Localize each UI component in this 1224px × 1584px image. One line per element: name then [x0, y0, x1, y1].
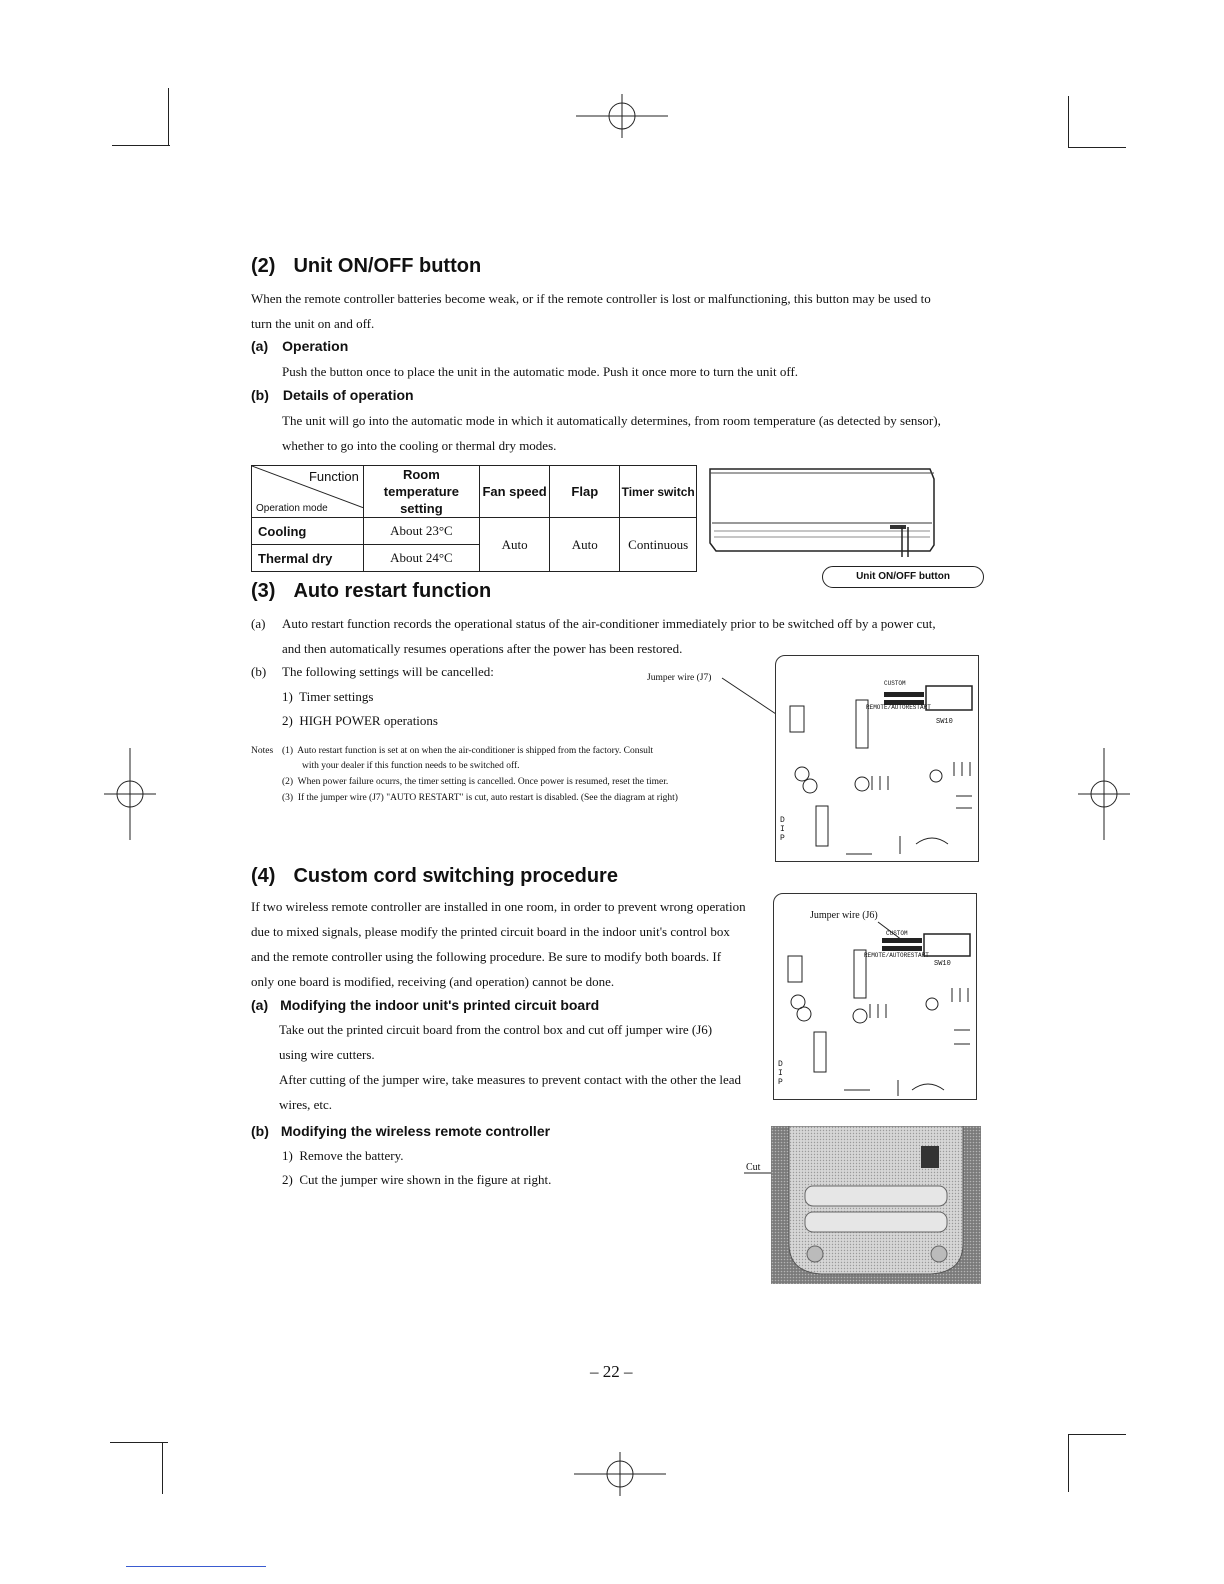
table-fan-value: Auto — [479, 518, 549, 572]
table-header-fan: Fan speed — [479, 466, 549, 518]
crop-mark-top-left — [112, 145, 170, 146]
section-4b-heading: (b) Modifying the wireless remote controller — [251, 1123, 551, 1139]
section-2a-heading: (a) Operation — [251, 338, 349, 354]
crop-mark-bottom-right — [1068, 1434, 1126, 1435]
section-2-intro: When the remote controller batteries become weak, or if the remote controller is lost or malfunctioning, this button may be used to turn the unit on and off. — [251, 291, 931, 331]
table-row-temp: About 23°C — [363, 518, 479, 545]
page-number: – 22 – — [590, 1362, 633, 1381]
notes-label: Notes — [251, 746, 274, 756]
crop-mark-top-right — [1068, 147, 1126, 148]
section-2b-heading: (b) Details of operation — [251, 387, 414, 403]
table-row-mode: Thermal dry — [252, 545, 364, 572]
cut-label: Cut — [746, 1162, 761, 1173]
section-3-heading: (3) Auto restart function — [251, 580, 492, 602]
crop-mark-top-left — [168, 88, 169, 146]
section-4b-item: 1) Remove the battery. — [282, 1148, 404, 1163]
section-3a-text: Auto restart function records the operational status of the air-conditioner immediately prior to be switched off by a power cut, and then automatically resumes operations after the power has been restored. — [282, 616, 936, 656]
note-item: (2) When power failure ocurrs, the timer setting is cancelled. Once power is resumed, reset the timer. — [282, 777, 669, 787]
crop-mark-top-right — [1068, 96, 1069, 148]
table-corner-cell: Function Operation mode — [252, 466, 364, 518]
section-3b-text: The following settings will be cancelled: — [282, 664, 494, 679]
registration-mark-top — [576, 90, 668, 142]
registration-mark-left — [104, 748, 156, 840]
jumper-j7-leader-line — [720, 676, 780, 716]
pcb-diagram-j6: Jumper wire (J6) CUSTOM REMOTE/AUTORESTART SW10 DIP — [773, 893, 977, 1100]
pcb-diagram-j7: CUSTOM REMOTE/AUTORESTART SW10 DIP — [775, 655, 979, 862]
section-4-heading: (4) Custom cord switching procedure — [251, 865, 618, 887]
section-2b-text: The unit will go into the automatic mode in which it automatically determines, from room temperature (as detected by sensor), whether to go into the cooling or thermal dry modes. — [282, 413, 941, 453]
crop-mark-bottom-left — [162, 1442, 163, 1494]
table-row-temp: About 24°C — [363, 545, 479, 572]
crop-mark-bottom-right — [1068, 1434, 1069, 1492]
note-item: (1) Auto restart function is set at on when the air-conditioner is shipped from the factory. Consult — [282, 746, 654, 756]
unit-onoff-button-callout: Unit ON/OFF button — [822, 566, 984, 588]
section-3a-label: (a) — [251, 616, 266, 631]
registration-mark-right — [1078, 748, 1130, 840]
registration-mark-bottom — [574, 1448, 666, 1500]
table-header-temp: Room temperature setting — [363, 466, 479, 518]
indoor-unit-illustration — [706, 465, 938, 557]
section-3b-item: 1) Timer settings — [282, 689, 374, 704]
remote-controller-battery-photo — [771, 1126, 981, 1284]
operation-mode-table — [251, 465, 697, 572]
jumper-j7-label: Jumper wire (J7) — [647, 673, 712, 683]
section-3b-label: (b) — [251, 664, 267, 679]
crop-mark-bottom-left — [110, 1442, 168, 1443]
note-item: with your dealer if this function needs to be switched off. — [302, 761, 520, 771]
section-4-intro: If two wireless remote controller are installed in one room, in order to prevent wrong operation due to mixed signals, please modify the printed circuit board in the indoor unit's control box and the remote controller using the following procedure. Be sure to modify both boards. If only one board is modified, receiving (and operation) cannot be done. — [251, 899, 746, 989]
note-item: (3) If the jumper wire (J7) "AUTO RESTART" is cut, auto restart is disabled. (See the diagram at right) — [282, 793, 678, 803]
table-header-timer: Timer switch — [620, 466, 697, 518]
section-3b-item: 2) HIGH POWER operations — [282, 713, 438, 728]
section-2a-text: Push the button once to place the unit in the automatic mode. Push it once more to turn the unit off. — [282, 364, 799, 379]
section-4b-item: 2) Cut the jumper wire shown in the figure at right. — [282, 1172, 552, 1187]
section-2-heading: (2) Unit ON/OFF button — [251, 255, 482, 277]
table-flap-value: Auto — [550, 518, 620, 572]
table-timer-value: Continuous — [620, 518, 697, 572]
section-4a-text: Take out the printed circuit board from the control box and cut off jumper wire (J6) using wire cutters. After cutting of the jumper wire, take measures to prevent contact with the other the lead wires, etc. — [279, 1022, 742, 1112]
table-header-flap: Flap — [550, 466, 620, 518]
section-4a-heading: (a) Modifying the indoor unit's printed circuit board — [251, 997, 600, 1013]
table-row-mode: Cooling — [252, 518, 364, 545]
bottom-rule — [126, 1566, 266, 1567]
